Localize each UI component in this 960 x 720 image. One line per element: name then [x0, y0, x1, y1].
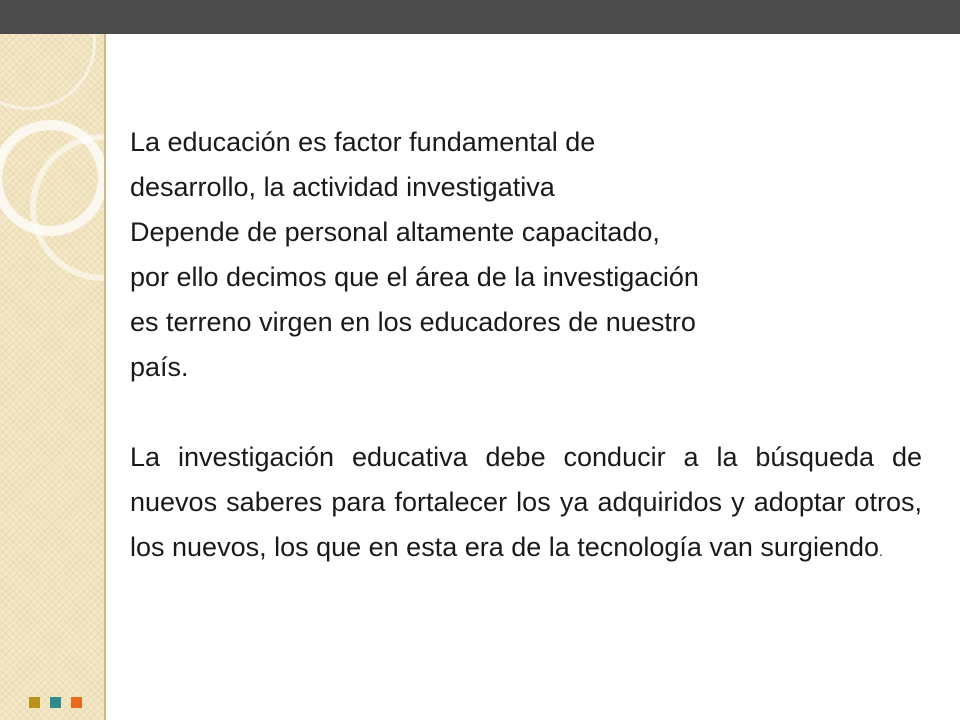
- side-decoration-circles: [0, 34, 106, 720]
- decorative-square: [29, 697, 40, 708]
- paragraph-2-text: La investigación educativa debe conducir a la búsqueda de nuevos saberes para fortalecer los ya adquiridos y adoptar otros, los nuevos, los que en esta era de la tecnología van surgiendo: [130, 442, 922, 562]
- paragraph-1: La educación es factor fundamental de desarrollo, la actividad investigativa Depende de personal altamente capacitado, por ello decimos que el área de la investigación es terreno virgen en los educadores de nuestro país.: [130, 127, 699, 382]
- slide-body: [130, 120, 922, 574]
- decorative-square: [50, 697, 61, 708]
- paragraph-2: [130, 435, 922, 574]
- paragraph-2-period: .: [879, 543, 883, 559]
- decorative-circle: [0, 34, 96, 110]
- decorative-square: [71, 697, 82, 708]
- top-bar: [0, 0, 960, 34]
- decorative-squares: [29, 697, 82, 708]
- side-divider: [104, 34, 106, 720]
